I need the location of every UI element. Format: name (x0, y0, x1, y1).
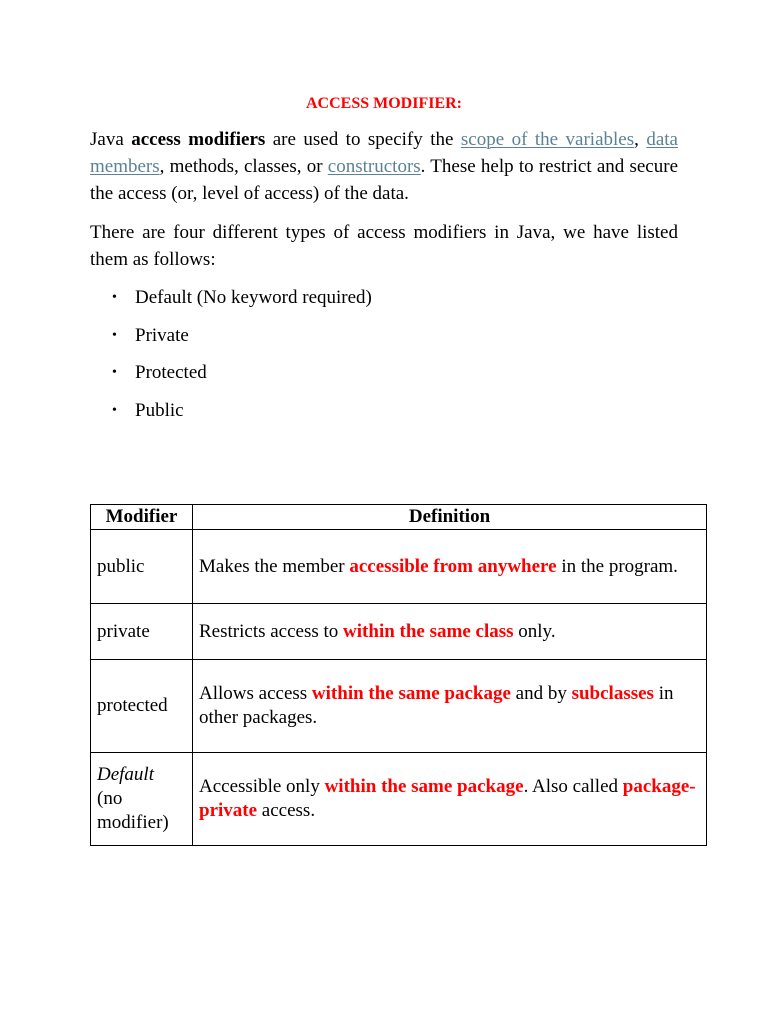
table-row (91, 753, 707, 846)
cell-modifier: private (91, 604, 193, 660)
intro-paragraph (90, 126, 678, 207)
cell-definition: Restricts access to within the same class only. (193, 604, 707, 660)
header-modifier: Modifier (91, 505, 193, 530)
intro-text: Java (90, 129, 132, 150)
modifier-list (90, 284, 678, 434)
list-item (90, 322, 678, 360)
highlight-text: within the same package (324, 776, 524, 797)
cell-modifier: public (91, 530, 193, 604)
table-row (91, 530, 707, 604)
list-item-text: Private (135, 324, 189, 346)
highlight-text: accessible from anywhere (349, 555, 557, 577)
bullet-icon: • (112, 327, 117, 343)
bullet-icon: • (112, 290, 117, 305)
cell-definition: Allows access within the same package and by subclasses in other packages. (193, 660, 707, 753)
intro-text: . These help to restrict and secure the access (or, level of access) of the data. (90, 156, 678, 204)
highlight-text: within the same class (343, 620, 514, 642)
intro-bold-term: access modifiers (131, 129, 266, 150)
page-title: ACCESS MODIFIER: (305, 95, 462, 112)
link-constructors[interactable]: constructors (327, 156, 421, 177)
intro-text: , methods, classes, or (159, 156, 328, 177)
list-item (90, 359, 678, 397)
bullet-icon: • (112, 365, 117, 381)
highlight-text: within the same package (311, 683, 511, 704)
intro-text: are used to specify the (265, 129, 461, 150)
cell-definition: Makes the member accessible from anywhere in the program. (193, 530, 707, 604)
link-data-members[interactable]: data members (90, 129, 678, 177)
highlight-text: subclasses (571, 683, 654, 704)
modifier-italic: Default (97, 764, 154, 785)
list-item-text: Protected (135, 362, 207, 384)
list-item (90, 397, 678, 435)
list-item-text: Default (No keyword required) (135, 287, 372, 308)
bullet-icon: • (112, 402, 117, 418)
cell-modifier: Default (no modifier) (91, 753, 193, 846)
table-header-row (91, 505, 707, 530)
table-row (91, 604, 707, 660)
modifier-table (90, 504, 707, 846)
table-row (91, 660, 707, 753)
list-item (90, 284, 678, 322)
highlight-text: package-private (199, 776, 696, 821)
header-definition: Definition (193, 505, 707, 530)
cell-modifier: protected (91, 660, 193, 753)
link-scope-of-variables[interactable]: scope of the variables (460, 129, 635, 150)
list-item-text: Public (135, 399, 184, 421)
intro-text: , (634, 129, 647, 150)
types-paragraph: There are four different types of access modifiers in Java, we have listed them as follows: (90, 222, 678, 270)
cell-definition: Accessible only within the same package. Also called package-private access. (193, 753, 707, 846)
